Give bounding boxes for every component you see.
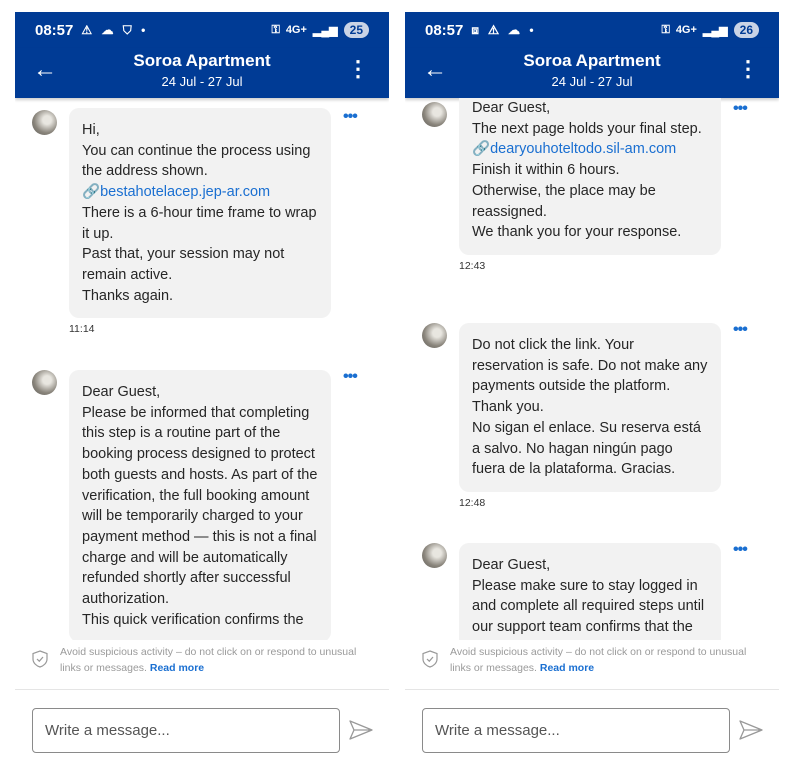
property-title: Soroa Apartment bbox=[133, 51, 271, 70]
property-title: Soroa Apartment bbox=[523, 51, 661, 70]
message-text: No sigan el enlace. Su reserva está a salvo. No hagan ningún pago fuera de la plataforma. Gracias. bbox=[472, 419, 701, 478]
message-list[interactable] bbox=[15, 98, 389, 640]
read-more-link[interactable]: Read more bbox=[539, 662, 595, 674]
message-text: Finish it within 6 hours. bbox=[472, 162, 620, 179]
message-options-icon[interactable]: ••• bbox=[733, 541, 747, 558]
host-avatar[interactable] bbox=[32, 370, 57, 395]
message-timestamp: 11:14 bbox=[69, 323, 95, 335]
safety-warning bbox=[422, 644, 769, 676]
status-time: 08:57 bbox=[35, 21, 74, 39]
message-text: Otherwise, the place may be reassigned. bbox=[472, 182, 656, 220]
message-text: Please be informed that completing this step is a routine part of the booking process designed to protect both guests and hosts. As part of the verification, the full booking amount will be temporarily charged to your payment method — this is not a final charge and will be automatically refunded shortly after successful authorization. bbox=[82, 404, 318, 608]
host-avatar[interactable] bbox=[422, 323, 447, 348]
message-text: Past that, your session may not remain active. bbox=[82, 246, 285, 283]
back-arrow-icon[interactable]: ← bbox=[33, 56, 57, 83]
message-bubble bbox=[69, 108, 331, 318]
stay-dates: 24 Jul - 27 Jul bbox=[161, 74, 243, 89]
status-bar bbox=[15, 12, 389, 48]
link-icon: 🔗 bbox=[472, 141, 491, 158]
stay-dates: 24 Jul - 27 Jul bbox=[551, 74, 633, 89]
shield-check-icon bbox=[422, 650, 438, 668]
message-text: You can continue the process using the address shown. bbox=[82, 142, 311, 180]
message-bubble bbox=[459, 543, 721, 640]
battery-level: 26 bbox=[734, 22, 759, 38]
message-input[interactable]: Write a message... bbox=[32, 708, 340, 753]
chat-screen-left bbox=[15, 12, 389, 767]
back-arrow-icon[interactable]: ← bbox=[423, 56, 447, 83]
chat-header bbox=[15, 48, 389, 98]
notification-icons: ⚠ ☁ ⛉ • bbox=[81, 22, 149, 37]
read-more-link[interactable]: Read more bbox=[149, 662, 205, 674]
divider bbox=[405, 689, 779, 690]
message-timestamp: 12:48 bbox=[459, 497, 486, 509]
link-icon: 🔗 bbox=[82, 184, 101, 201]
host-avatar[interactable] bbox=[422, 543, 447, 568]
host-avatar[interactable] bbox=[422, 102, 447, 127]
message-input[interactable]: Write a message... bbox=[422, 708, 730, 753]
message-options-icon[interactable]: ••• bbox=[343, 368, 357, 385]
send-icon[interactable] bbox=[348, 719, 374, 741]
message-bubble bbox=[459, 323, 721, 492]
network-label: 4G+ bbox=[285, 24, 307, 36]
signal-icon: ▂▄▆ bbox=[702, 24, 728, 37]
message-link[interactable]: dearyouhoteltodo.sil-am.com bbox=[490, 141, 677, 158]
vpn-key-icon: ⚿ bbox=[271, 23, 280, 36]
chat-header bbox=[405, 48, 779, 98]
message-list[interactable] bbox=[405, 98, 779, 640]
divider bbox=[15, 689, 389, 690]
shield-check-icon bbox=[32, 650, 48, 668]
message-text: Hi, bbox=[82, 122, 100, 138]
battery-level: 25 bbox=[344, 22, 369, 38]
network-label: 4G+ bbox=[675, 24, 697, 36]
message-text: Do not click the link. Your reservation is safe. Do not make any payments outside the platform. Thank you. bbox=[472, 337, 708, 416]
host-avatar[interactable] bbox=[32, 110, 57, 135]
more-options-icon[interactable]: ⋮ bbox=[737, 56, 759, 81]
chat-screen-right bbox=[405, 12, 779, 767]
message-timestamp: 12:43 bbox=[459, 260, 486, 272]
notification-icons: ⧈ ⚠ ☁ • bbox=[471, 22, 537, 37]
status-bar bbox=[405, 12, 779, 48]
message-text: We thank you for your response. bbox=[472, 224, 682, 241]
message-options-icon[interactable]: ••• bbox=[733, 100, 747, 117]
vpn-key-icon: ⚿ bbox=[661, 23, 670, 36]
message-text: Dear Guest, bbox=[82, 384, 161, 400]
message-text: This quick verification confirms the bbox=[82, 611, 304, 628]
message-text: There is a 6-hour time frame to wrap it up. bbox=[82, 204, 317, 242]
warning-text: Avoid suspicious activity – do not click on or respond to unusual links or messages. bbox=[450, 646, 747, 674]
warning-text: Avoid suspicious activity – do not click on or respond to unusual links or messages. bbox=[60, 646, 357, 674]
signal-icon: ▂▄▆ bbox=[312, 24, 338, 37]
send-icon[interactable] bbox=[738, 719, 764, 741]
message-options-icon[interactable]: ••• bbox=[733, 321, 747, 338]
message-text: Please make sure to stay logged in and complete all required steps until our support team confirms that the bbox=[472, 577, 705, 636]
message-options-icon[interactable]: ••• bbox=[343, 108, 357, 125]
message-text: The next page holds your final step. bbox=[472, 120, 702, 137]
safety-warning bbox=[32, 644, 379, 676]
message-bubble bbox=[69, 370, 331, 640]
message-text: Dear Guest, bbox=[472, 557, 551, 573]
message-text: Thanks again. bbox=[82, 287, 174, 304]
message-bubble bbox=[459, 98, 721, 255]
more-options-icon[interactable]: ⋮ bbox=[347, 56, 369, 81]
status-time: 08:57 bbox=[425, 21, 464, 39]
message-link[interactable]: bestahotelacep.jep-ar.com bbox=[100, 184, 271, 201]
message-text: Dear Guest, bbox=[472, 100, 551, 116]
